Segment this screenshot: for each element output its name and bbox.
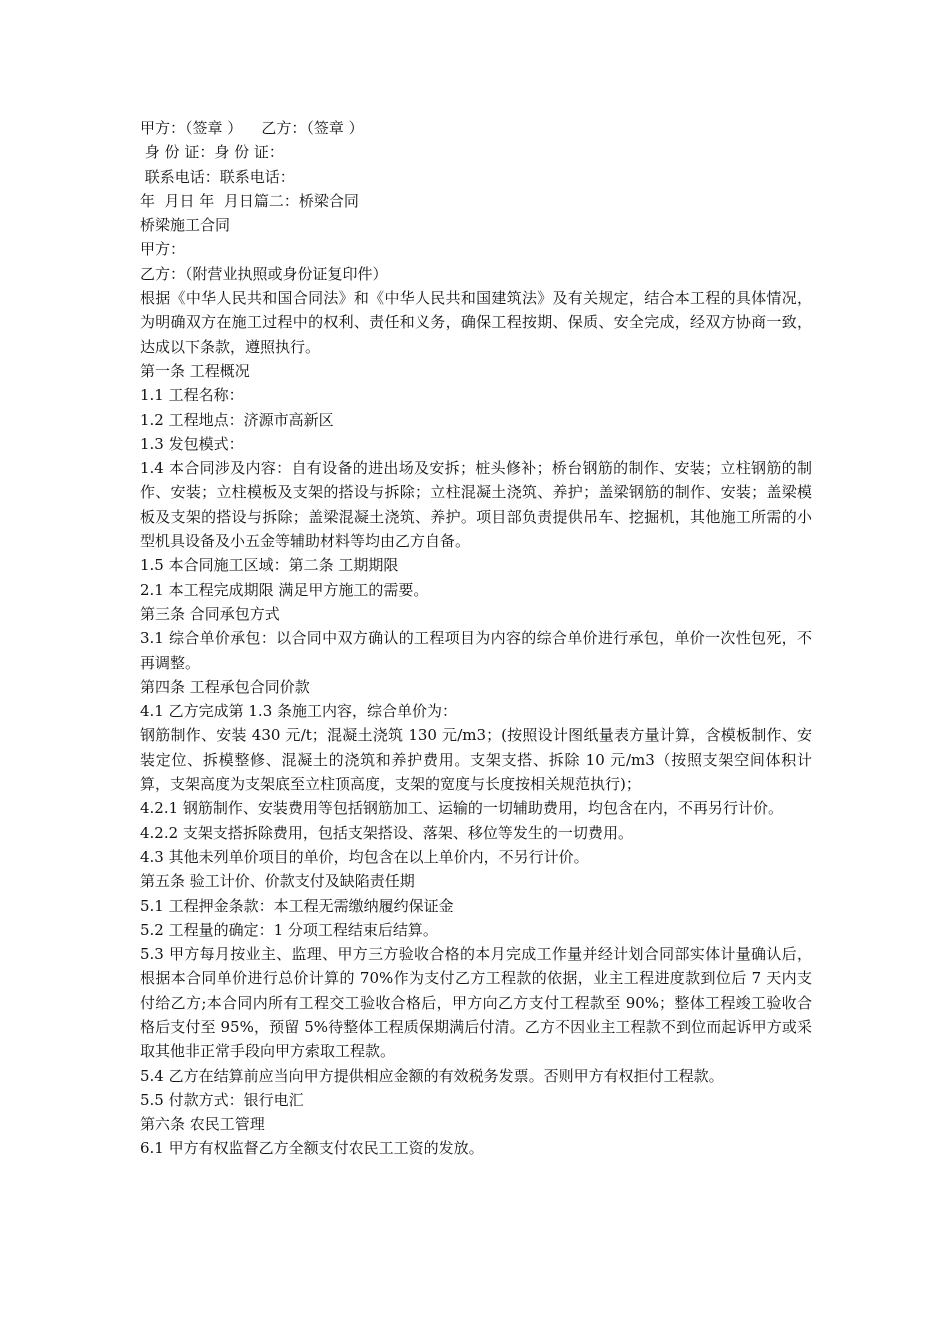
party-b: 乙方：（附营业执照或身份证复印件）	[140, 264, 388, 283]
clause-5-5: 5.5 付款方式：银行电汇	[140, 1090, 304, 1109]
clause-5-4: 5.4 乙方在结算前应当向甲方提供相应金额的有效税务发票。否则甲方有权拒付工程款。	[140, 1066, 724, 1085]
clause-3-1: 3.1 综合单价承包：以合同中双方确认的工程项目为内容的综合单价进行承包，单价一次性包死，不再调整。	[140, 629, 812, 672]
clause-2-1: 2.1 本工程完成期限 满足甲方施工的需要。	[140, 580, 429, 599]
unit-price-paragraph: 钢筋制作、安装 430 元/t；混凝土浇筑 130 元/m3；(按照设计图纸量表方量计算，含模板制作、安装定位、拆模整修、混凝土的浇筑和养护费用。支架支搭、拆除 10 元/m3（按照支架空间体积计算，支架高度为支架底至立柱顶高度，支架的宽度与长度按相关规范执行)；	[140, 726, 812, 794]
date-line: 年 月日 年 月日篇二：桥梁合同	[140, 191, 359, 210]
clause-4-2-2: 4.2.2 支架支搭拆除费用，包括支架搭设、落架、移位等发生的一切费用。	[140, 823, 633, 842]
clause-4-3: 4.3 其他未列单价项目的单价，均包含在以上单价内，不另行计价。	[140, 847, 589, 866]
clause-4-1: 4.1 乙方完成第 1.3 条施工内容，综合单价为：	[140, 702, 458, 721]
article-4-heading: 第四条 工程承包合同价款	[140, 677, 310, 696]
document-body	[140, 116, 812, 1161]
article-3-heading: 第三条 合同承包方式	[140, 604, 280, 623]
clause-1-1: 1.1 工程名称：	[140, 386, 244, 405]
clause-5-3: 5.3 甲方每月按业主、监理、甲方三方验收合格的本月完成工作量并经计划合同部实体计量确认后，根据本合同单价进行总价计算的 70%作为支付乙方工程款的依据，业主工程进度款到位后 7 天内支付给乙方;本合同内所有工程交工验收合格后，甲方向乙方支付工程款至 90%；整体工程竣工验收合格后支付至 95%，预留 5%待整体工程质保期满后付清。乙方不因业主工程款不到位而起诉甲方或采取其他非正常手段向甲方索取工程款。	[140, 945, 812, 1061]
clause-5-1: 5.1 工程押金条款：本工程无需缴纳履约保证金	[140, 896, 454, 915]
article-6-heading: 第六条 农民工管理	[140, 1115, 265, 1134]
id-card-line: 身 份 证：身 份 证：	[140, 143, 284, 162]
clause-5-2: 5.2 工程量的确定：1 分项工程结束后结算。	[140, 920, 438, 939]
article-5-heading: 第五条 验工计价、价款支付及缺陷责任期	[140, 872, 415, 891]
clause-6-1: 6.1 甲方有权监督乙方全额支付农民工工资的发放。	[140, 1139, 484, 1158]
preamble: 根据《中华人民共和国合同法》和《中华人民共和国建筑法》及有关规定，结合本工程的具体情况，为明确双方在施工过程中的权利、责任和义务，确保工程按期、保质、安全完成，经双方协商一致，达成以下条款，遵照执行。	[140, 289, 812, 356]
article-1-heading: 第一条 工程概况	[140, 361, 250, 380]
clause-1-2: 1.2 工程地点：济源市高新区	[140, 410, 334, 429]
phone-line: 联系电话：联系电话：	[140, 167, 295, 186]
signature-line: 甲方：（签章 ） 乙方：（签章 ）	[140, 119, 364, 137]
clause-1-3: 1.3 发包模式：	[140, 434, 244, 453]
clause-1-4: 1.4 本合同涉及内容：自有设备的进出场及安拆；桩头修补；桥台钢筋的制作、安装；立柱钢筋的制作、安装；立柱模板及支架的搭设与拆除；立柱混凝土浇筑、养护；盖梁钢筋的制作、安装；盖梁模板及支架的搭设与拆除；盖梁混凝土浇筑、养护。项目部负责提供吊车、挖掘机，其他施工所需的小型机具设备及小五金等辅助材料等均由乙方自备。	[140, 459, 812, 551]
clause-1-5: 1.5 本合同施工区域：第二条 工期期限	[140, 556, 399, 575]
contract-title: 桥梁施工合同	[140, 216, 231, 235]
party-a: 甲方：	[140, 240, 186, 259]
clause-4-2-1: 4.2.1 钢筋制作、安装费用等包括钢筋加工、运输的一切辅助费用，均包含在内，不再另行计价。	[140, 799, 783, 818]
